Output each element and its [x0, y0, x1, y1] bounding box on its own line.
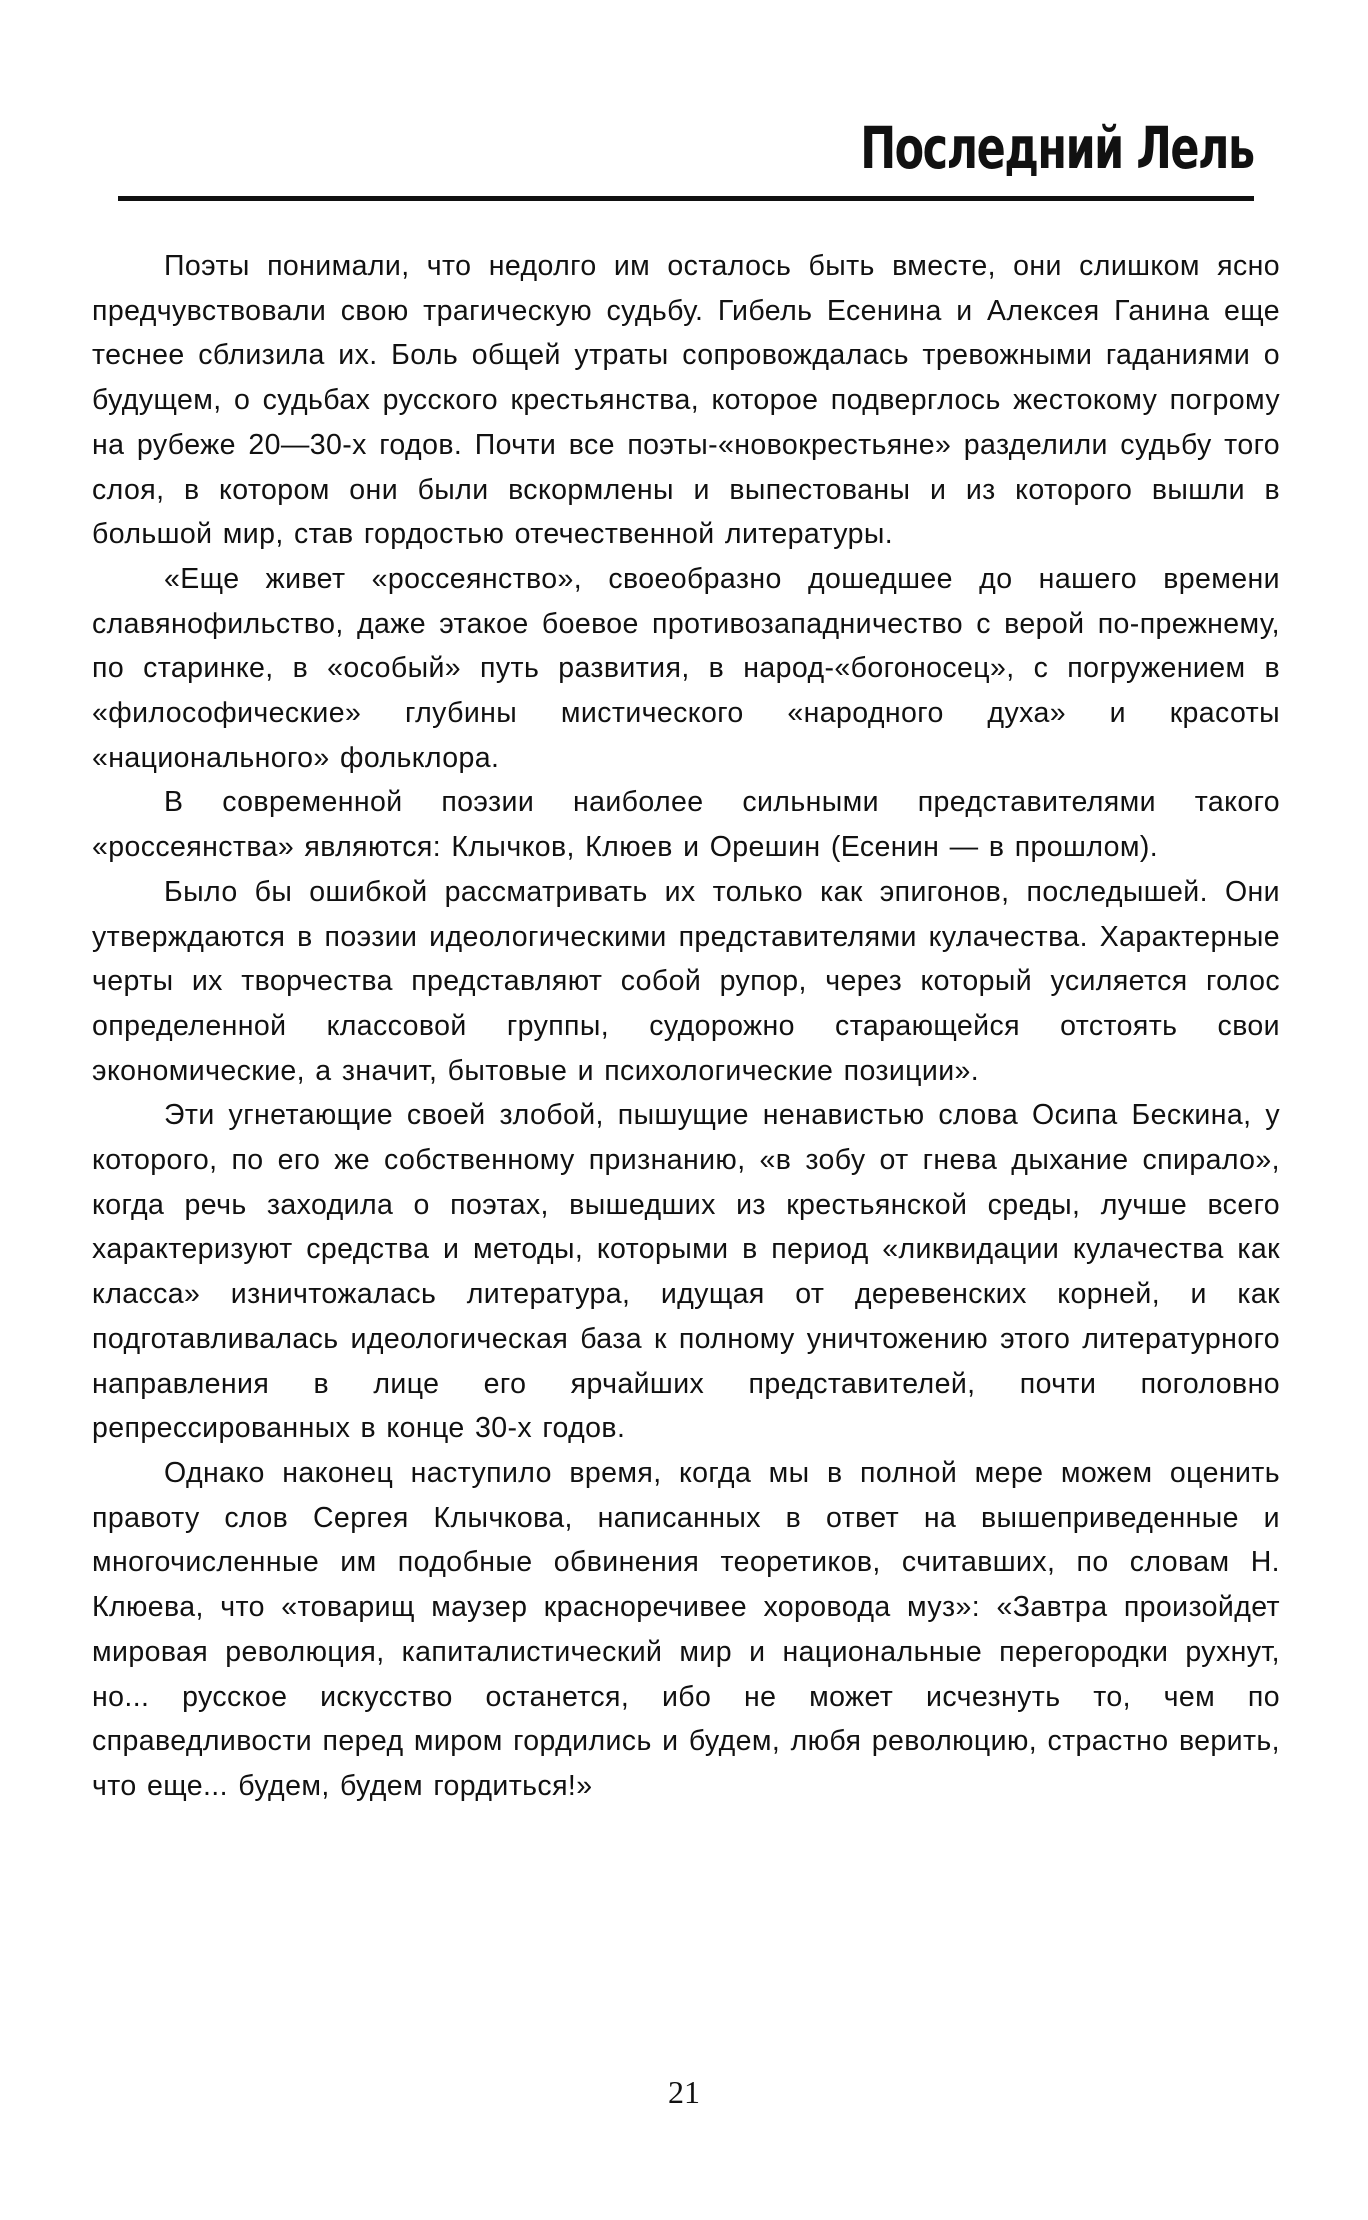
- paragraph-3-quote: В современной поэзии наиболее сильными представителями такого «россеянства» являются: Клычков, Клюев и Орешин (Есенин — в прошлом).: [92, 786, 1280, 864]
- paragraph-6: Однако наконец наступило время, когда мы в полной мере можем оценить правоту слов Сергея Клычкова, написанных в ответ на вышеприведенные и многочисленные им подобные обвинения теоретиков, считавших, по словам Н. Клюева, что «товарищ маузер красноречивее хоровода муз»: «Завтра произойдет мировая революция, капиталистический мир и национальные перегородки рухнут, но... русское искусство останется, ибо не может исчезнуть то, чем по справедливости перед миром гордились и будем, любя революцию, страстно верить, что еще... будем, будем гордиться!»: [92, 1456, 1280, 1802]
- paragraph-2-quote: «Еще живет «россеянство», своеобразно дошедшее до нашего времени славянофильство, даже этакое боевое противозападничество с верой по-прежнему, по старинке, в «особый» путь развития, в народ-«богоносец», с погружением в «философические» глубины мистического «народного духа» и красоты «национального» фольклора.: [92, 562, 1280, 774]
- running-head: [118, 108, 1254, 201]
- paragraph-5: Эти угнетающие своей злобой, пышущие ненавистью слова Осипа Бескина, у которого, по его же собственному признанию, «в зобу от гнева дыхание спирало», когда речь заходила о поэтах, вышедших из крестьянской среды, лучше всего характеризуют средства и методы, которыми в период «ликвидации кулачества как класса» изничтожалась литература, идущая от деревенских корней, и как подготавливалась идеологическая база к полному уничтожению этого литературного направления в лице его ярчайших представителей, почти поголовно репрессированных в конце 30-х годов.: [92, 1099, 1280, 1445]
- page-number: 21: [668, 2074, 700, 2110]
- running-head-title: Последний Лель: [860, 114, 1254, 182]
- paragraph-1: Поэты понимали, что недолго им осталось быть вместе, они слишком ясно предчувствовали свою трагическую судьбу. Гибель Есенина и Алексея Ганина еще теснее сблизила их. Боль общей утраты сопровождалась тревожными гаданиями о будущем, о судьбах русского крестьянства, которое подверглось жестокому погрому на рубеже 20—30-х годов. Почти все поэты-«новокрестьяне» разделили судьбу того слоя, в котором они были вскормлены и выпестованы и из которого вышли в большой мир, став гордостью отечественной литературы.: [92, 250, 1280, 551]
- body-text: [92, 244, 1280, 1809]
- paragraph-4-quote: Было бы ошибкой рассматривать их только как эпигонов, последышей. Они утверждаются в поэзии идеологическими представителями кулачества. Характерные черты их творчества представляют собой рупор, через который усиляется голос определенной классовой группы, судорожно старающейся отстоять свои экономические, а значит, бытовые и психологические позиции».: [92, 875, 1280, 1087]
